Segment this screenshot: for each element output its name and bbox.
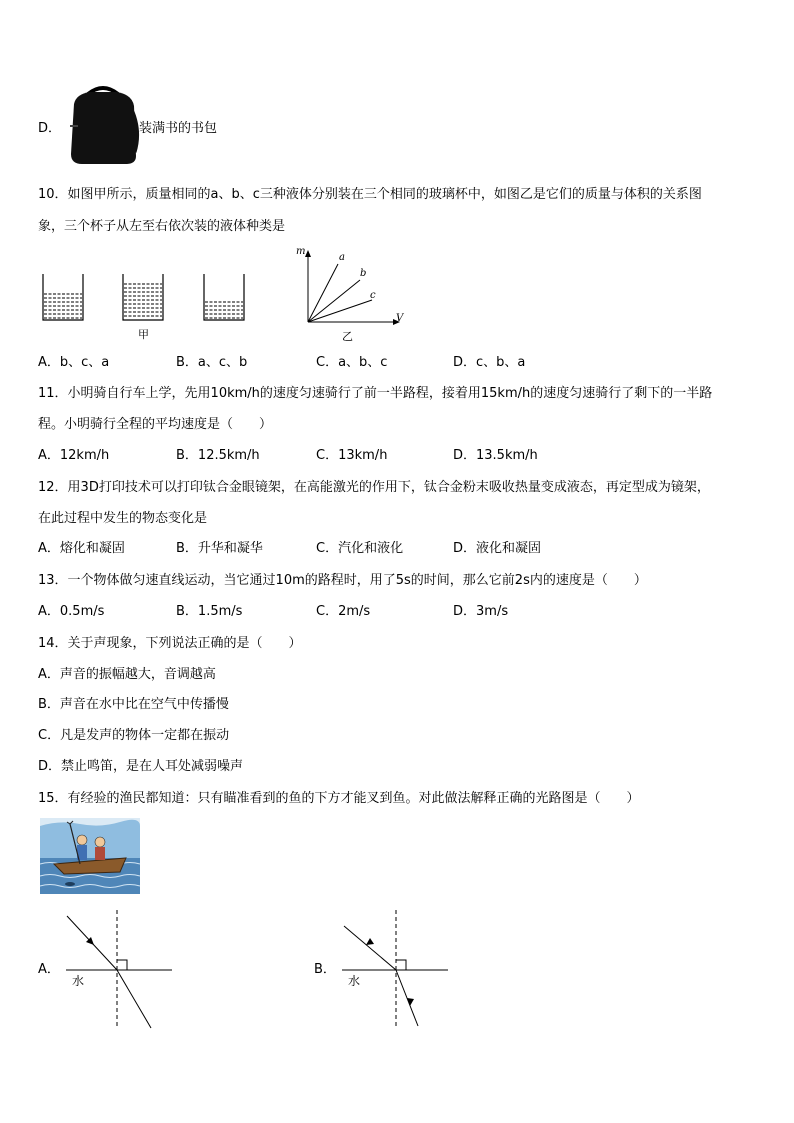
- q15-option-a-letter[interactable]: A．: [38, 962, 60, 977]
- q9-option-d-text: 装满书的书包: [139, 121, 218, 136]
- backpack-icon: [66, 82, 140, 166]
- fig-yi-label: 乙: [342, 330, 353, 343]
- graph-line-b: [308, 280, 360, 322]
- q10-stem-line2: 象，三个杯子从左至右依次装的液体种类是: [38, 219, 286, 234]
- fig-jia-label: 甲: [138, 328, 149, 341]
- q10-option-d[interactable]: D．c、b、a: [453, 355, 526, 370]
- q15-option-a-water-label: 水: [72, 974, 85, 988]
- q11-option-b[interactable]: B．12.5km/h: [176, 448, 260, 463]
- q12-stem-line2: 在此过程中发生的物态变化是: [38, 511, 208, 526]
- q10-stem-line1: 10．如图甲所示，质量相同的a、b、c三种液体分别装在三个相同的玻璃杯中，如图乙是它们的质量与体积的关系图: [38, 187, 702, 202]
- q12-option-d[interactable]: D．液化和凝固: [453, 541, 542, 556]
- q13-option-b[interactable]: B．1.5m/s: [176, 604, 243, 619]
- q15-option-b-light-path-diagram: [342, 910, 454, 1030]
- q13-option-c[interactable]: C．2m/s: [316, 604, 371, 619]
- graph-axis-m-label: m: [296, 246, 306, 257]
- q11-stem-line1: 11．小明骑自行车上学，先用10km/h的速度匀速骑行了前一半路程，接着用15km/h的速度匀速骑行了剩下的一半路: [38, 386, 713, 401]
- q12-option-b[interactable]: B．升华和凝华: [176, 541, 263, 556]
- q12-stem-line1: 12．用3D打印技术可以打印钛合金眼镜架，在高能激光的作用下，钛合金粉末吸收热量变成液态，再定型成为镜架，: [38, 480, 710, 495]
- q14-option-d[interactable]: D．禁止鸣笛，是在人耳处减弱噪声: [38, 759, 244, 774]
- q15-option-a-light-path-diagram: [66, 910, 178, 1030]
- q13-option-d[interactable]: D．3m/s: [453, 604, 509, 619]
- graph-line-b-label: b: [360, 268, 367, 279]
- q13-stem: 13．一个物体做匀速直线运动，当它通过10m的路程时，用了5s的时间，那么它前2s内的速度是（ ）: [38, 573, 647, 588]
- q14-stem: 14．关于声现象，下列说法正确的是（ ）: [38, 636, 302, 651]
- q14-option-c[interactable]: C．凡是发声的物体一定都在振动: [38, 728, 230, 743]
- q15-stem: 15．有经验的渔民都知道：只有瞄准看到的鱼的下方才能叉到鱼。对此做法解释正确的光路图是（ ）: [38, 791, 640, 806]
- q14-option-b[interactable]: B．声音在水中比在空气中传播慢: [38, 697, 229, 712]
- q10-option-b[interactable]: B．a、c、b: [176, 355, 248, 370]
- q10-option-c[interactable]: C．a、b、c: [316, 355, 388, 370]
- graph-axis-v-label: V: [396, 313, 404, 324]
- graph-line-a-label: a: [339, 252, 345, 263]
- q11-stem-line2: 程。小明骑行全程的平均速度是（ ）: [38, 417, 273, 432]
- q13-option-a[interactable]: A．0.5m/s: [38, 604, 105, 619]
- fisherman-boat-illustration: [40, 818, 140, 894]
- q9-option-d-letter: D．: [38, 121, 62, 136]
- graph-line-c-label: c: [370, 290, 376, 301]
- q12-option-c[interactable]: C．汽化和液化: [316, 541, 404, 556]
- beakers-figure: [38, 248, 298, 348]
- q11-option-c[interactable]: C．13km/h: [316, 448, 388, 463]
- q15-option-b-water-label: 水: [348, 974, 361, 988]
- q14-option-a[interactable]: A．声音的振幅越大，音调越高: [38, 667, 216, 682]
- q12-option-a[interactable]: A．熔化和凝固: [38, 541, 125, 556]
- q11-option-d[interactable]: D．13.5km/h: [453, 448, 538, 463]
- mass-volume-graph: [296, 250, 416, 340]
- q15-option-b-letter[interactable]: B．: [314, 962, 336, 977]
- q11-option-a[interactable]: A．12km/h: [38, 448, 110, 463]
- q10-option-a[interactable]: A．b、c、a: [38, 355, 110, 370]
